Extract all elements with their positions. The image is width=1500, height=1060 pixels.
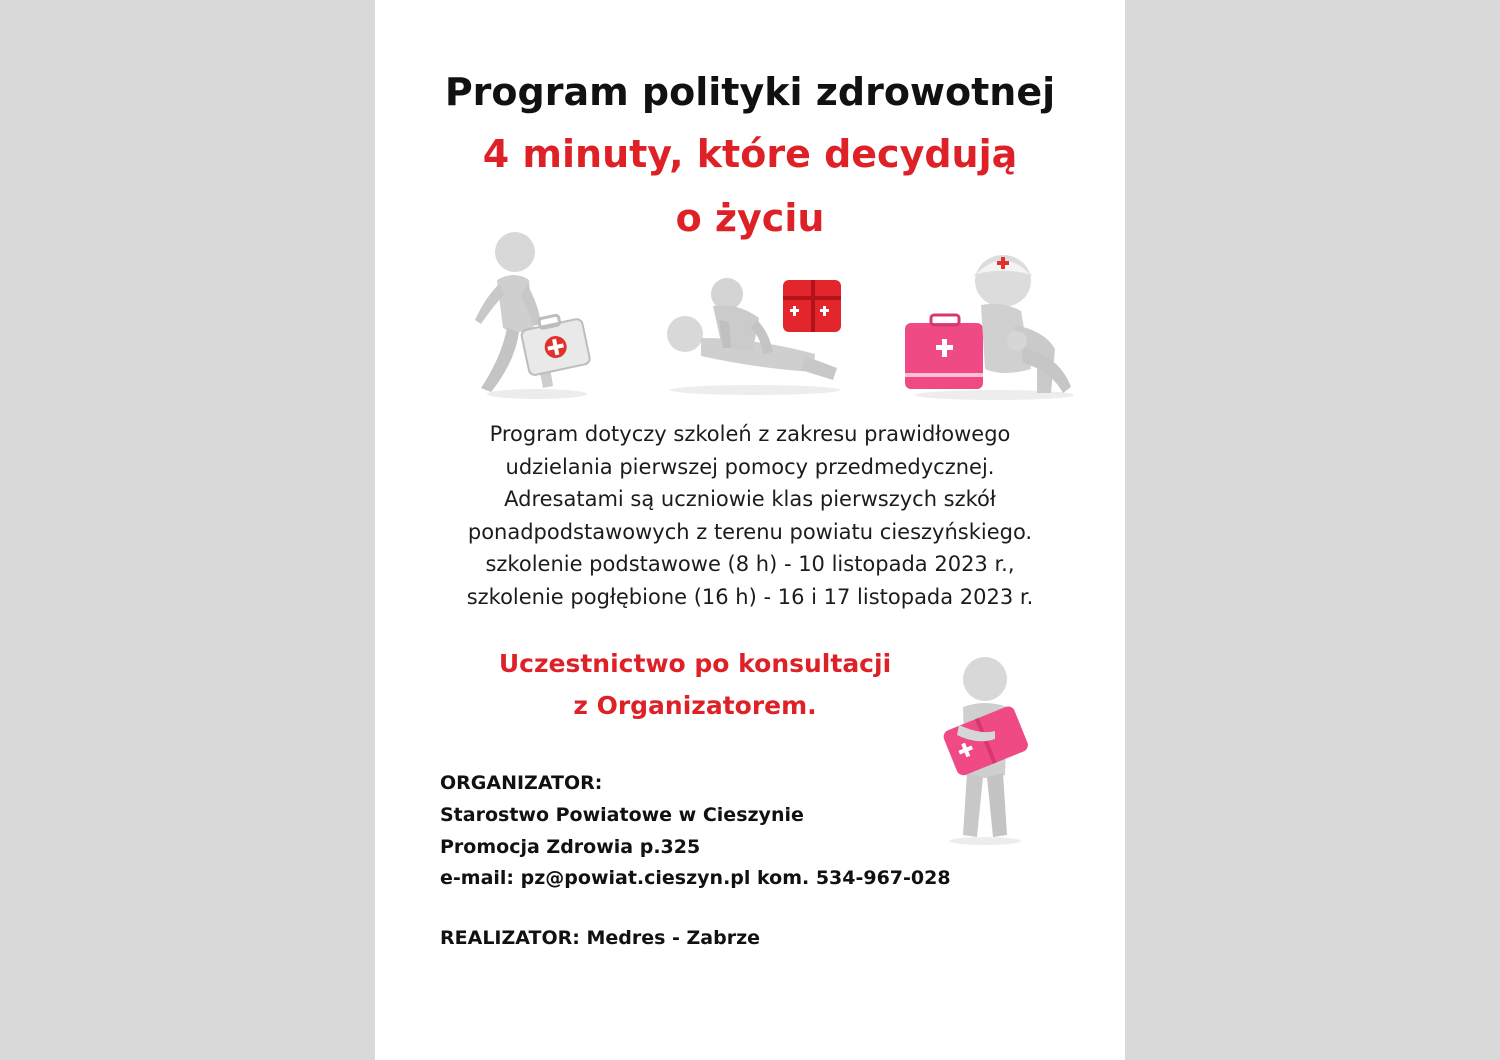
program-name-line-2: o życiu (675, 196, 825, 240)
organizer-block (440, 768, 1000, 895)
notice-line-1: Uczestnictwo po konsultacji (498, 649, 892, 678)
poster-page (375, 0, 1125, 1060)
description-line: Adresatami są uczniowie klas pierwszych szkół (504, 487, 996, 512)
walking-figure-with-first-aid-kit-icon (467, 228, 597, 400)
realizator-line: REALIZATOR: Medres - Zabrze (440, 927, 761, 949)
organizer-department: Promocja Zdrowia p.325 (440, 835, 701, 858)
program-name-line-1: 4 minuty, które decydują (482, 132, 1018, 176)
nurse-figure-with-pink-kit-icon (905, 245, 1073, 400)
notice-line-2: z Organizatorem. (573, 691, 817, 720)
description-line: ponadpodstawowych z terenu powiatu cieszyńskiego. (467, 519, 1033, 544)
cpr-figures-with-red-kit-icon (665, 272, 851, 396)
organizer-heading: ORGANIZATOR: (440, 772, 603, 794)
description-line: szkolenie pogłębione (16 h) - 16 i 17 listopada 2023 r. (466, 584, 1034, 609)
description-line: udzielania pierwszej pomocy przedmedycznej. (505, 454, 995, 479)
description-line: Program dotyczy szkoleń z zakresu prawidłowego (489, 422, 1011, 446)
program-description (415, 418, 1085, 614)
page-title: Program polityki zdrowotnej (444, 70, 1056, 114)
organizer-contact: e-mail: pz@powiat.cieszyn.pl kom. 534-967-028 (440, 867, 951, 890)
organizer-name: Starostwo Powiatowe w Cieszynie (440, 803, 804, 826)
description-line: szkolenie podstawowe (8 h) - 10 listopada 2023 r., (485, 552, 1015, 577)
participation-notice (415, 643, 975, 727)
